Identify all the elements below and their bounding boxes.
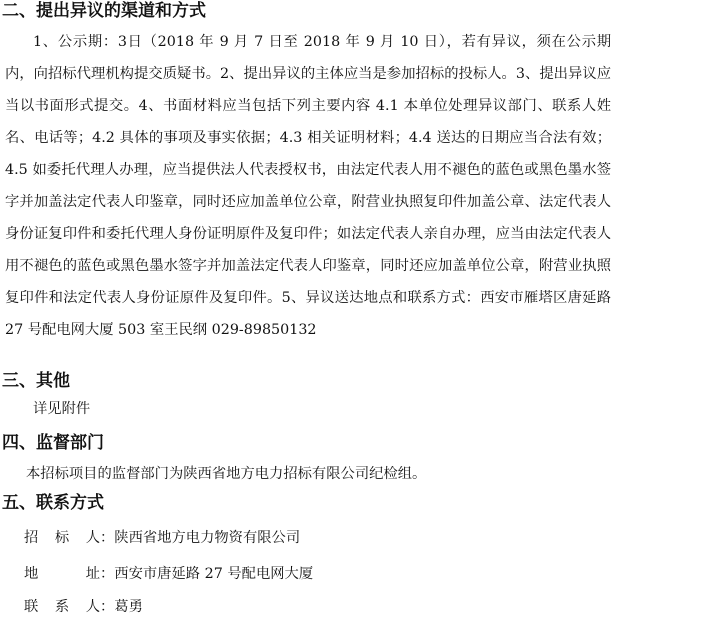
contact-colon: ： [100,530,115,546]
contact-value-person: 葛勇 [114,599,143,615]
contact-colon: ： [100,599,115,615]
contact-row-tenderer [24,528,300,548]
section-heading-other: 三、其他 [2,371,70,391]
contact-colon: ： [100,566,115,582]
contact-row-person [24,597,143,617]
contact-row-address [24,564,313,584]
section-heading-supervision: 四、监督部门 [2,433,104,453]
section-heading-objection-channels: 二、提出异议的渠道和方式 [2,1,206,21]
contact-value-tenderer: 陕西省地方电力物资有限公司 [114,530,301,546]
section-heading-contact: 五、联系方式 [2,493,104,513]
contact-label-person: 联系人 [24,599,100,615]
supervision-department-text: 本招标项目的监督部门为陕西省地方电力招标有限公司纪检组。 [26,466,427,482]
contact-label-tenderer: 招标人 [24,530,100,546]
contact-value-address: 西安市唐延路 27 号配电网大厦 [114,566,314,582]
other-attachment-note: 详见附件 [33,401,91,417]
contact-label-address: 地址 [24,566,100,582]
objection-procedure-paragraph: 1、公示期：3日（2018 年 9 月 7 日至 2018 年 9 月 10 日），若有异议，须在公示期内，向招标代理机构提交质疑书。2、提出异议的主体应当是参加招标的投标人。3、提出异议应当以书面形式提交。4、书面材料应当包括下列主要内容 4.1 本单位处理异议部门、联系人姓名、电话等；4.2 具体的事项及事实依据；4.3 相关证明材料；4.4 送达的日期应当合法有效；4.5 如委托代理人办理，应当提供法人代表授权书，由法定代表人用不褪色的蓝色或黑色墨水签字并加盖法定代表人印鉴章，同时还应加盖单位公章，附营业执照复印件加盖公章、法定代表人身份证复印件和委托代理人身份证明原件及复印件；如法定代表人亲自办理，应当由法定代表人用不褪色的蓝色或黑色墨水签字并加盖法定代表人印鉴章，同时还应加盖单位公章，附营业执照复印件和法定代表人身份证原件及复印件。5、异议送达地点和联系方式：西安市雁塔区唐延路 27 号配电网大厦 503 室王民纲 029-89850132 [5,34,611,338]
